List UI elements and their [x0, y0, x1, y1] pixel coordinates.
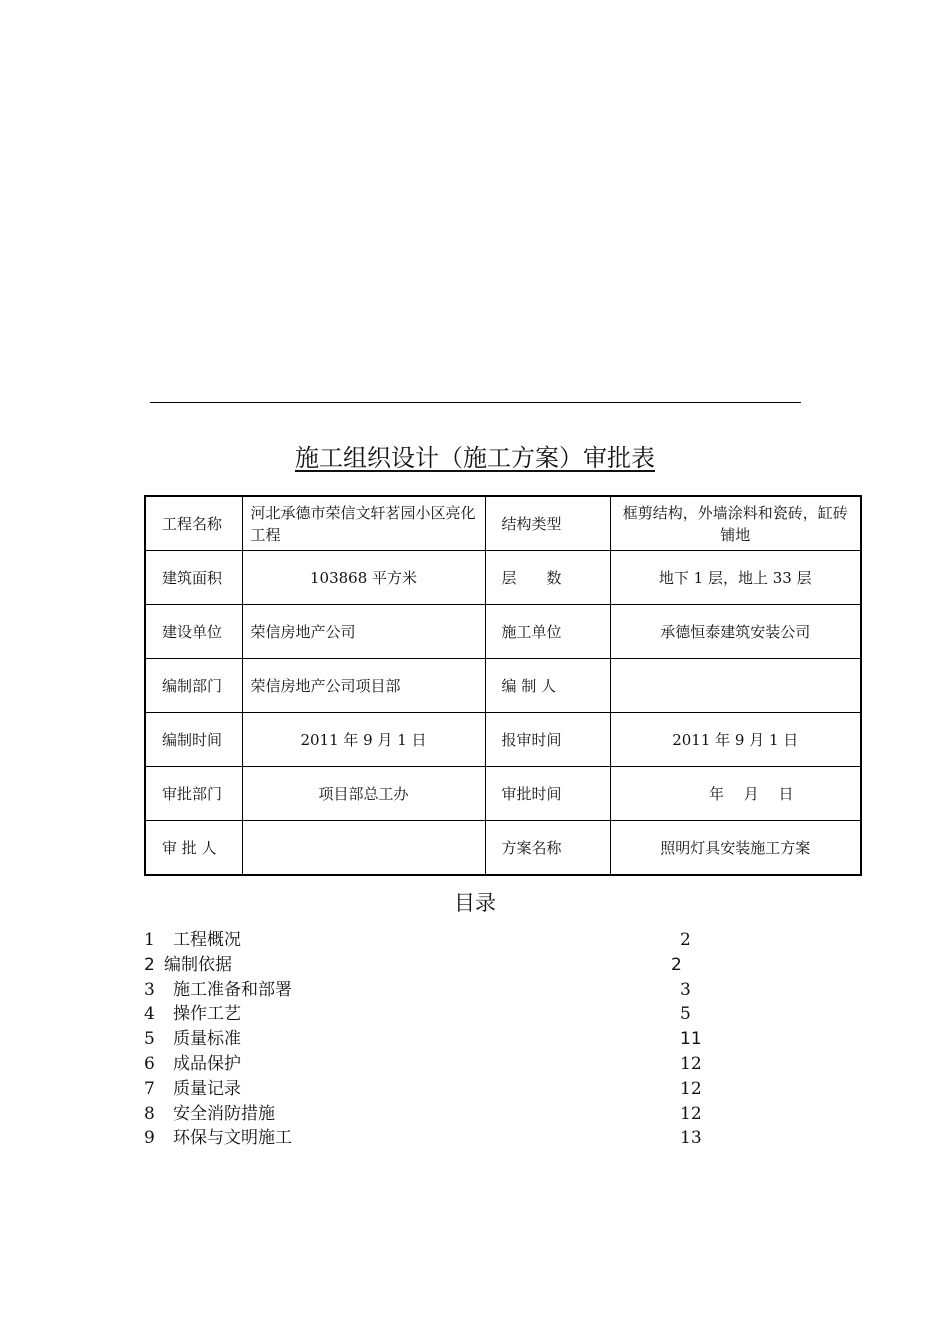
developer-value: 荣信房地产公司: [242, 605, 485, 659]
toc-title: 目录: [454, 891, 496, 915]
toc-item-text: 施工准备和部署: [173, 979, 292, 1000]
plan-name-value: 照明灯具安装施工方案: [610, 821, 861, 876]
toc-item-text: 成品保护: [173, 1053, 241, 1074]
submit-date-value: 2011 年 9 月 1 日: [610, 713, 861, 767]
project-name-value: 河北承德市荣信文轩茗园小区亮化工程: [242, 496, 485, 551]
table-row: [145, 605, 861, 659]
approving-dept-label: 审批部门: [145, 767, 242, 821]
floor-count-label: 层 数: [485, 551, 610, 605]
header-rule: [150, 402, 801, 403]
toc-item-number: 6: [144, 1053, 155, 1074]
toc-item-number: 8: [144, 1103, 155, 1124]
toc-item-text: 编制依据: [164, 954, 232, 975]
compiling-dept-value: 荣信房地产公司项目部: [242, 659, 485, 713]
toc-item[interactable]: [144, 953, 744, 978]
table-of-contents: [144, 928, 744, 1151]
toc-item-number: 9: [144, 1128, 155, 1149]
toc-item[interactable]: [144, 1027, 744, 1052]
toc-item[interactable]: [144, 1102, 744, 1127]
toc-item[interactable]: [144, 1126, 744, 1151]
compiler-label: 编 制 人: [485, 659, 610, 713]
toc-item-page: 2: [680, 930, 691, 950]
toc-item-page: 12: [680, 1078, 702, 1099]
approver-value: [242, 821, 485, 876]
toc-item-number: 7: [144, 1078, 155, 1099]
approval-date-label: 审批时间: [485, 767, 610, 821]
toc-item-text: 质量记录: [173, 1078, 241, 1099]
structure-type-label: 结构类型: [485, 496, 610, 551]
contractor-label: 施工单位: [485, 605, 610, 659]
approver-label: 审 批 人: [145, 821, 242, 876]
toc-item-text: 安全消防措施: [173, 1103, 275, 1124]
toc-item-page: 2: [671, 954, 682, 975]
compiling-dept-label: 编制部门: [145, 659, 242, 713]
plan-name-label: 方案名称: [485, 821, 610, 876]
table-row: [145, 713, 861, 767]
table-row: [145, 496, 861, 551]
toc-item-text: 环保与文明施工: [173, 1128, 292, 1149]
toc-item-text: 工程概况: [173, 930, 241, 950]
toc-item[interactable]: [144, 1052, 744, 1077]
submit-date-label: 报审时间: [485, 713, 610, 767]
compiler-value: [610, 659, 861, 713]
contractor-value: 承德恒泰建筑安装公司: [610, 605, 861, 659]
toc-item-page: 13: [680, 1128, 702, 1149]
project-name-label: 工程名称: [145, 496, 242, 551]
toc-item-page: 11: [680, 1029, 702, 1050]
structure-type-value: 框剪结构，外墙涂料和瓷砖，缸砖铺地: [610, 496, 861, 551]
toc-item[interactable]: [144, 928, 744, 953]
toc-item-number: 2: [144, 954, 155, 975]
document-title: 施工组织设计（施工方案）审批表: [295, 444, 655, 472]
toc-item-number: 3: [144, 979, 155, 1000]
compile-date-label: 编制时间: [145, 713, 242, 767]
developer-label: 建设单位: [145, 605, 242, 659]
toc-item-page: 3: [680, 979, 691, 1000]
approving-dept-value: 项目部总工办: [242, 767, 485, 821]
approval-date-value: 年 月 日: [610, 767, 861, 821]
table-row: [145, 821, 861, 876]
toc-item-page: 12: [680, 1053, 702, 1074]
toc-item-text: 操作工艺: [173, 1004, 241, 1025]
toc-item[interactable]: [144, 1002, 744, 1027]
table-row: [145, 659, 861, 713]
building-area-value: 103868 平方米: [242, 551, 485, 605]
compile-date-value: 2011 年 9 月 1 日: [242, 713, 485, 767]
toc-item-number: 4: [144, 1004, 155, 1025]
toc-item-number: 1: [144, 930, 155, 950]
toc-item-number: 5: [144, 1029, 155, 1050]
floor-count-value: 地下 1 层，地上 33 层: [610, 551, 861, 605]
toc-item-page: 5: [680, 1004, 691, 1025]
table-row: [145, 767, 861, 821]
toc-item-text: 质量标准: [173, 1029, 241, 1050]
toc-item-page: 12: [680, 1103, 702, 1124]
building-area-label: 建筑面积: [145, 551, 242, 605]
table-row: [145, 551, 861, 605]
toc-item[interactable]: [144, 978, 744, 1003]
toc-item[interactable]: [144, 1077, 744, 1102]
approval-table: [144, 495, 862, 876]
